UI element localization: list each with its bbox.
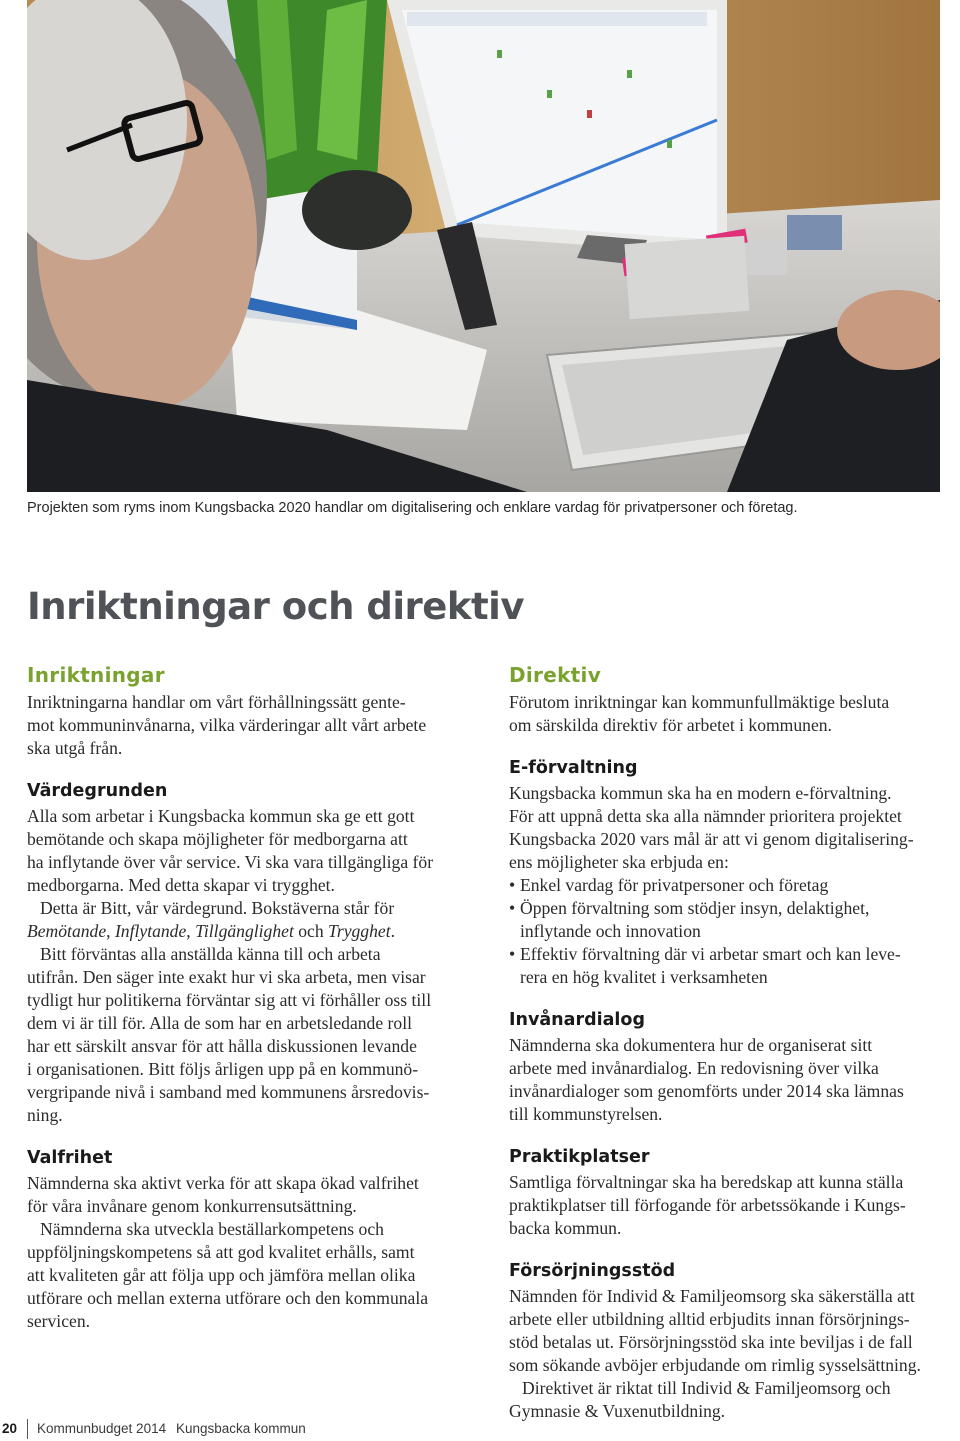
text-line: mot kommuninvånarna, vilka värderingar allt vårt arbete [27,715,427,735]
text-line: Alla som arbetar i Kungsbacka kommun ska ge ett gott [27,806,415,826]
heading-praktikplatser: Praktikplatser [509,1147,650,1167]
text-line: uppföljningskompetens så att god kvalitet erhålls, samt [27,1242,415,1262]
text-line: för våra invånare genom konkurrensutsättning. [27,1196,357,1216]
list-item [509,874,949,897]
text-punct: , [186,921,196,941]
text-line: Nämnderna ska dokumentera hur de organiserat sitt [509,1035,873,1055]
bitt-word: Bemötande [27,921,107,941]
text-line: servicen. [27,1311,91,1331]
text-line: Nämnden för Individ & Familjeomsorg ska säkerställa att [509,1286,915,1306]
text-line: backa kommun. [509,1218,622,1238]
forsorjningsstod-p1 [509,1285,949,1377]
photo-caption: Projekten som ryms inom Kungsbacka 2020 handlar om digitalisering och enklare vardag för privatpersoner och företag. [27,500,798,516]
text-line: om särskilda direktiv för arbetet i kommunen. [509,715,832,735]
text-line: Kungsbacka kommun ska ha en modern e-förvaltning. [509,783,892,803]
text-line: Öppen förvaltning som stödjer insyn, delaktighet, [520,898,870,918]
text-line: inflytande och innovation [520,921,701,941]
heading-invanardialog: Invånardialog [509,1010,645,1030]
heading-valfrihet: Valfrihet [27,1148,113,1168]
list-item [509,943,949,989]
text-line: i organisationen. Bitt följs årligen upp på en kommunö- [27,1059,419,1079]
text-line: För att uppnå detta ska alla nämnder prioritera projektet [509,806,902,826]
text-line: praktikplatser till förfogande för arbetssökande i Kungs- [509,1195,906,1215]
text-line: Detta är Bitt, vår värdegrund. Bokstäverna står för [40,898,395,918]
text-line: bemötande och skapa möjligheter för medborgarna att [27,829,408,849]
text-line: har ett särskilt ansvar för att hålla diskussionen levande [27,1036,417,1056]
bitt-word: Inflytande [114,921,187,941]
invanardialog-text [509,1034,949,1126]
heading-direktiv: Direktiv [509,663,602,687]
text-line: ens möjligheter ska erbjuda en: [509,852,729,872]
valfrihet-p2 [27,1218,479,1333]
text-line: ning. [27,1105,63,1125]
heading-vardegrunden: Värdegrunden [27,781,168,801]
vardegrunden-p3 [27,943,479,1127]
text-line: som sökande avböjer erbjudande om rimlig sysselsättning. [509,1355,921,1375]
valfrihet-p1 [27,1172,479,1218]
heading-e-forvaltning: E-förvaltning [509,758,638,778]
vardegrunden-p2 [27,897,479,943]
text-punct: . [390,921,395,941]
text-line: vergripande nivå i samband med kommunens årsredovis- [27,1082,430,1102]
text-line: rera en hög kvalitet i verksamheten [520,967,768,987]
text-line: utifrån. Den säger inte exakt hur vi ska arbeta, men visar [27,967,426,987]
text-line: Förutom inriktningar kan kommunfullmäktige besluta [509,692,890,712]
text-line: arbete med invånardialog. En redovisning över vilka [509,1058,879,1078]
vardegrunden-p1 [27,805,479,897]
text-line: att kvaliteten går att följa upp och jämföra mellan olika [27,1265,416,1285]
text-line: Kungsbacka 2020 vars mål är att vi genom digitalisering- [509,829,914,849]
text-line: stöd betalas ut. Försörjningsstöd ska inte beviljas i de fall [509,1332,913,1352]
text-punct: och [293,921,329,941]
text-line: Bitt förväntas alla anställda känna till och arbeta [40,944,381,964]
e-forvaltning-text [509,782,949,874]
photo-illustration [27,0,940,492]
text-line: Nämnderna ska aktivt verka för att skapa ökad valfrihet [27,1173,419,1193]
text-punct: , [106,921,115,941]
heading-forsorjningsstod: Försörjningsstöd [509,1261,676,1281]
text-line: till kommunstyrelsen. [509,1104,663,1124]
text-line: invånardialoger som genomförts under 2014 ska lämnas [509,1081,904,1101]
text-line: Direktivet är riktat till Individ & Familjeomsorg och [522,1378,891,1398]
municipality-name: Kungsbacka kommun [176,1421,306,1436]
text-line: utförare och mellan externa utförare och den kommunala [27,1288,429,1308]
text-line: Enkel vardag för privatpersoner och företag [520,875,829,895]
heading-inriktningar: Inriktningar [27,663,165,687]
text-line: ska utgå från. [27,738,123,758]
right-column [509,662,949,1423]
page-footer [0,1419,400,1441]
text-line: Gymnasie & Vuxenutbildning. [509,1401,726,1421]
page-title: Inriktningar och direktiv [27,585,524,628]
left-column [27,662,479,1333]
direktiv-text [509,691,949,737]
text-line: ha inflytande över vår service. Vi ska vara tillgängliga för [27,852,434,872]
e-forvaltning-bullets [509,874,949,989]
text-line: Samtliga förvaltningar ska ha beredskap att kunna ställa [509,1172,904,1192]
text-line: Nämnderna ska utveckla beställarkompetens och [40,1219,384,1239]
inriktningar-text [27,691,479,760]
text-line: Effektiv förvaltning där vi arbetar smart och kan leve- [520,944,901,964]
forsorjningsstod-p2 [509,1377,949,1423]
praktikplatser-text [509,1171,949,1240]
text-line: tydligt hur politikerna förväntar sig att vi förhåller oss till [27,990,432,1010]
text-line: medborgarna. Med detta skapar vi trygghet. [27,875,335,895]
office-worker-photo [27,0,940,492]
footer-divider [27,1419,28,1439]
text-line: Inriktningarna handlar om vårt förhållningssätt gente- [27,692,406,712]
bitt-word: Trygghet [328,921,391,941]
page-number: 20 [2,1421,18,1436]
text-line: dem vi är till för. Alla de som har en arbetsledande roll [27,1013,412,1033]
list-item [509,897,949,943]
text-line: arbete eller utbildning alltid erbjudits innan försörjnings- [509,1309,910,1329]
bitt-word: Tillgänglighet [195,921,294,941]
publication-name: Kommunbudget 2014 [37,1421,167,1436]
